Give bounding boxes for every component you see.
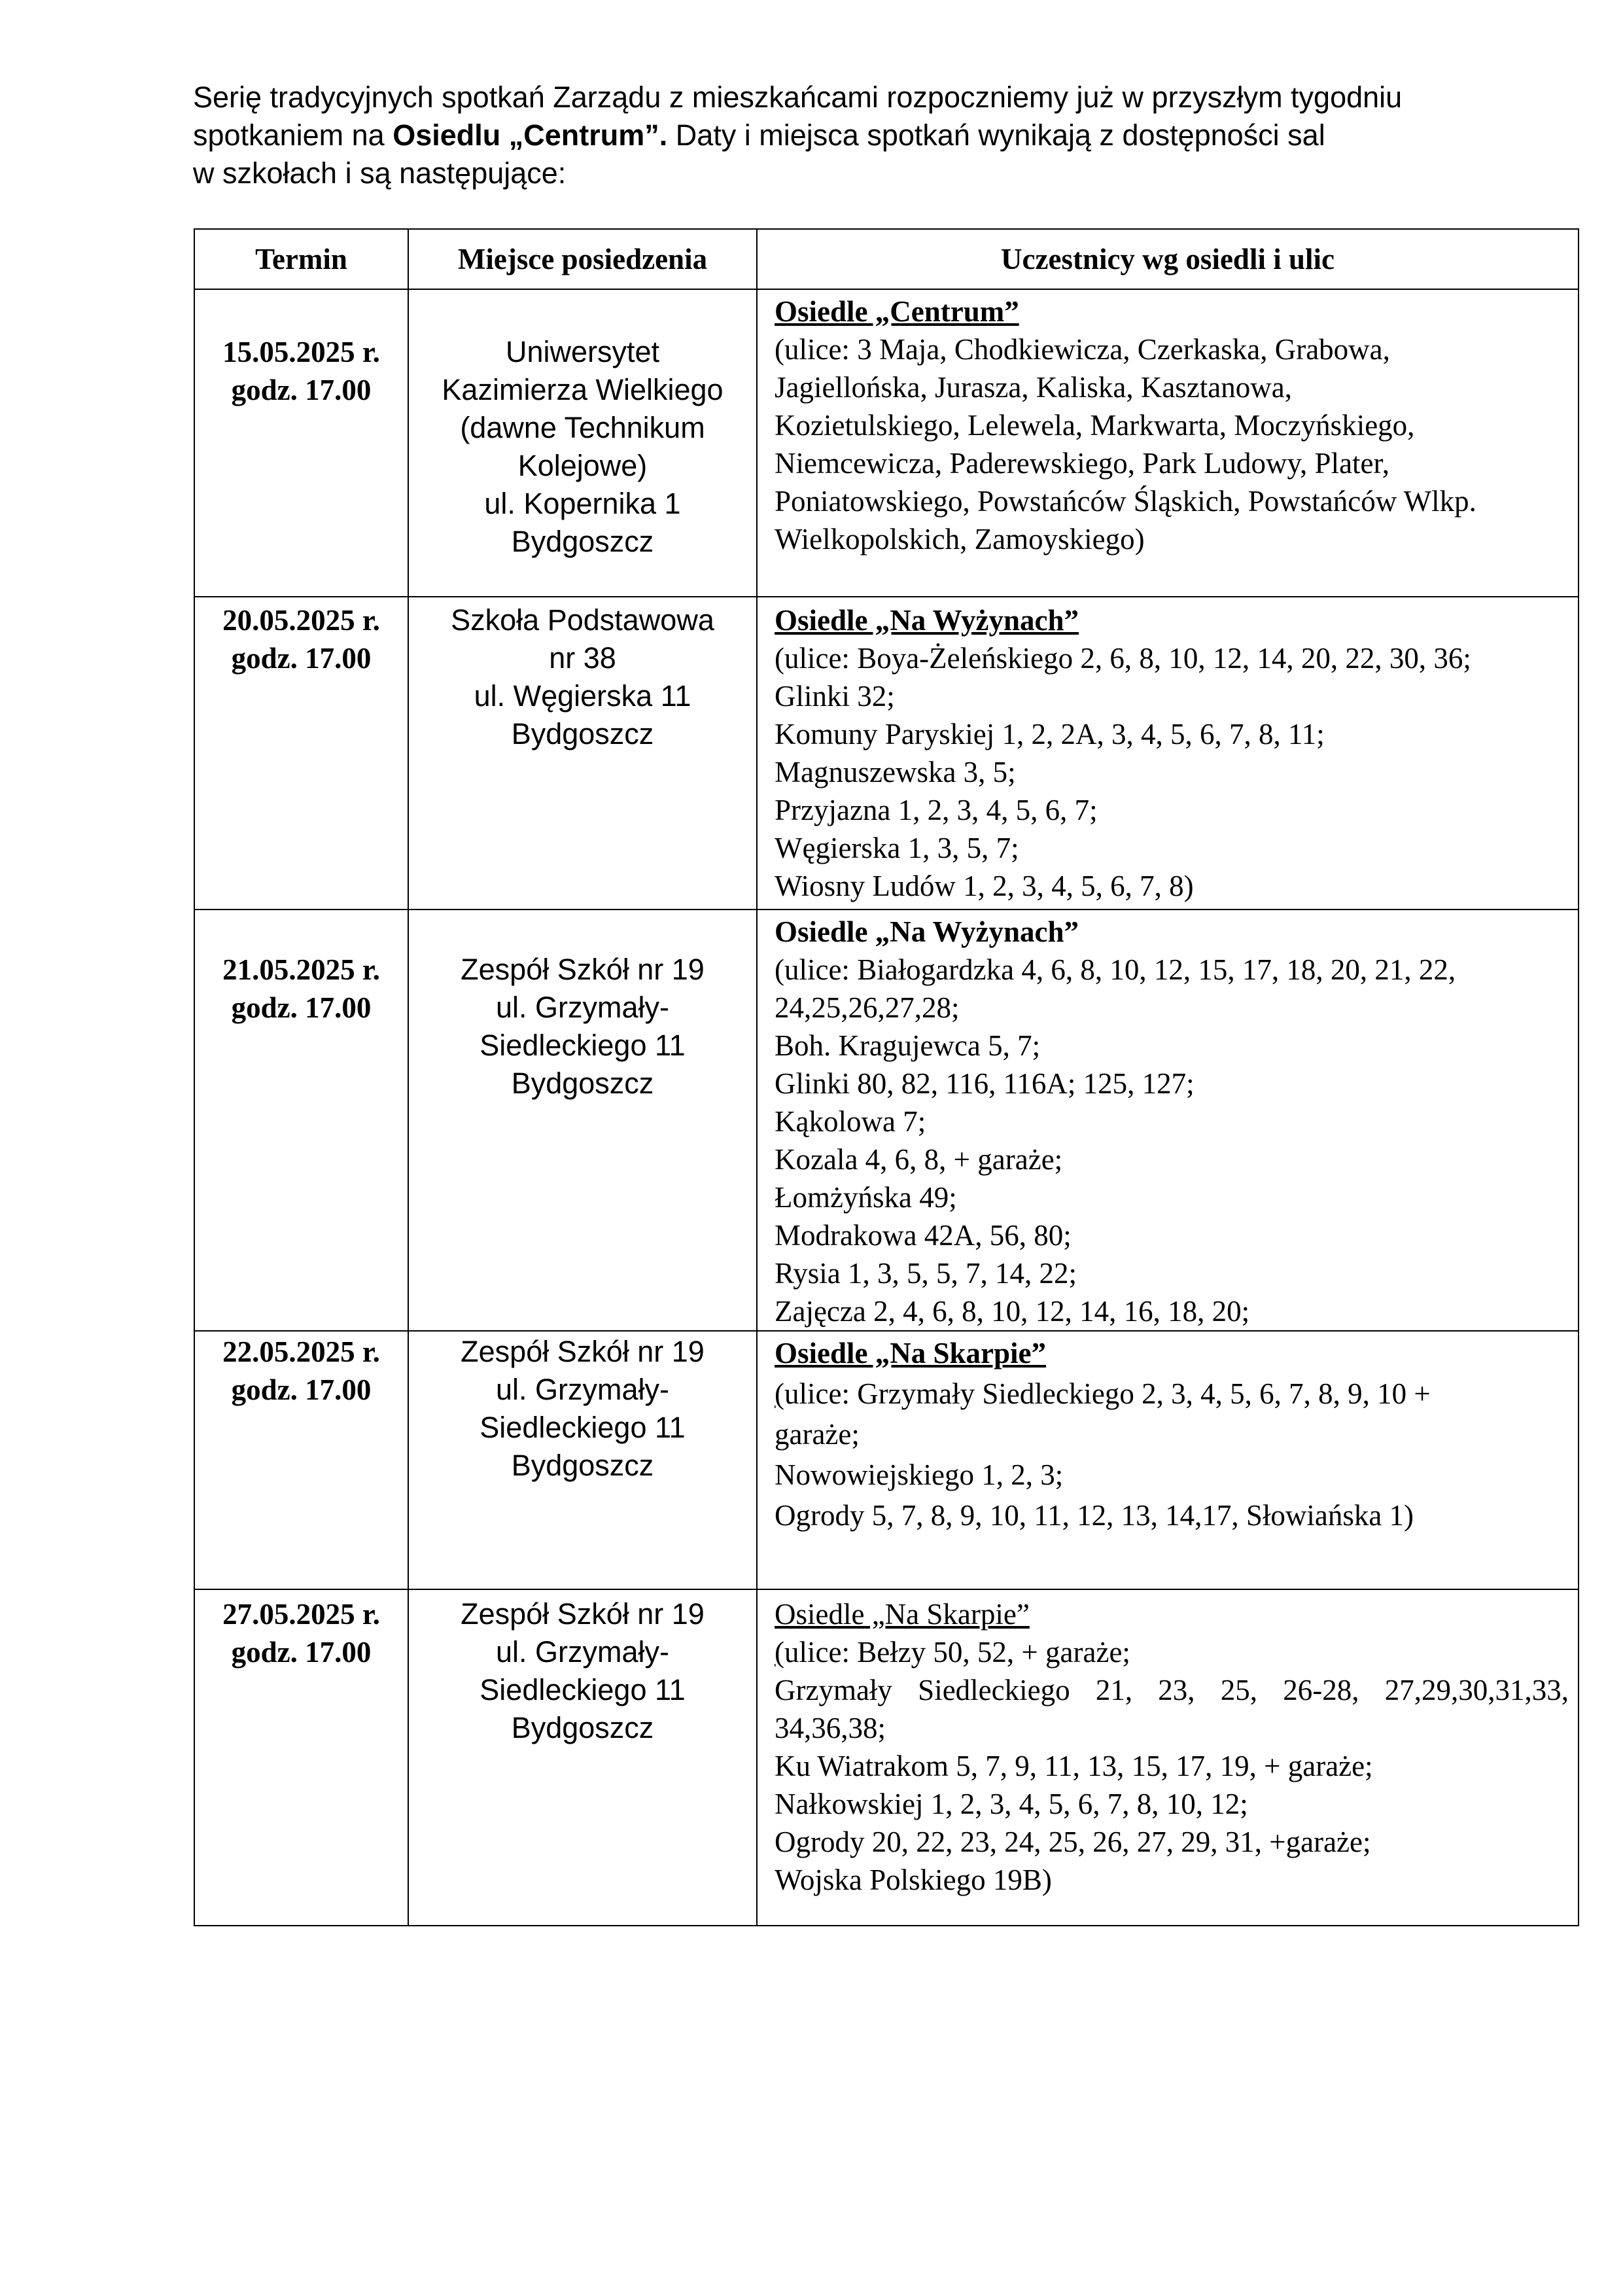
street-first-rest: ulice: Grzymały Siedleckiego 2, 3, 4, 5, 6, 7, 8, 9, 10 + <box>784 1377 1431 1410</box>
osiedle-name: Osiedle „Na Wyżynach” <box>775 604 1079 637</box>
street-line: Boh. Kragujewca 5, 7; <box>775 1029 1041 1062</box>
place-line: Uniwersytet <box>505 335 660 368</box>
place-line: Bydgoszcz <box>511 525 654 558</box>
street-line: Węgierska 1, 3, 5, 7; <box>775 832 1019 864</box>
place-line: Siedleckiego 11 <box>480 1673 686 1706</box>
intro-line-2-pre: spotkaniem na <box>193 118 393 152</box>
intro-line-3: w szkołach i są następujące: <box>193 156 567 190</box>
street-paren: ( <box>775 1377 784 1410</box>
street-line: Jagiellońska, Jurasza, Kaliska, Kasztanowa, <box>775 371 1292 404</box>
place-line: Siedleckiego 11 <box>480 1411 686 1444</box>
place-line: ul. Grzymały- <box>495 1635 669 1669</box>
meeting-date: 15.05.2025 r. <box>222 336 380 368</box>
table-row <box>194 1589 1579 1926</box>
meeting-time: godz. 17.00 <box>231 642 372 675</box>
street-paren: ( <box>775 1636 784 1669</box>
place-line: Bydgoszcz <box>511 717 654 751</box>
schedule-table <box>194 228 1579 1926</box>
participants-cell <box>757 289 1579 597</box>
street-first-rest: ulice: Bełzy 50, 52, + garaże; <box>784 1636 1130 1669</box>
street-line: Magnuszewska 3, 5; <box>775 756 1016 788</box>
participants-cell <box>757 910 1579 1331</box>
place-line: Bydgoszcz <box>511 1711 654 1744</box>
place-line: nr 38 <box>549 641 616 675</box>
place-line: ul. Kopernika 1 <box>484 487 681 520</box>
participants-cell <box>757 1331 1579 1589</box>
place-cell <box>408 597 757 910</box>
street-line: Glinki 32; <box>775 680 895 713</box>
intro-line-1: Serię tradycyjnych spotkań Zarządu z mieszkańcami rozpoczniemy już w przyszłym tygodniu <box>193 80 1403 114</box>
street-line <box>775 1373 1569 1414</box>
intro-line-2-bold: Osiedlu „Centrum”. <box>393 118 668 152</box>
street-line: Wiosny Ludów 1, 2, 3, 4, 5, 6, 7, 8) <box>775 870 1194 902</box>
street-line <box>775 1633 1569 1671</box>
date-cell <box>194 1331 408 1589</box>
place-line: ul. Grzymały- <box>495 1373 669 1406</box>
street-line: Komuny Paryskiej 1, 2, 2A, 3, 4, 5, 6, 7, 8, 11; <box>775 718 1325 751</box>
meeting-time: godz. 17.00 <box>231 1636 372 1669</box>
meeting-date: 20.05.2025 r. <box>222 604 380 637</box>
street-line: Nałkowskiej 1, 2, 3, 4, 5, 6, 7, 8, 10, 12; <box>775 1788 1248 1820</box>
place-line: Zespół Szkół nr 19 <box>461 953 705 986</box>
place-line: ul. Węgierska 11 <box>474 679 691 713</box>
street-line: Kąkolowa 7; <box>775 1105 926 1138</box>
table-row <box>194 289 1579 597</box>
street-line: Glinki 80, 82, 116, 116A; 125, 127; <box>775 1067 1195 1100</box>
header-termin: Termin <box>194 229 408 289</box>
osiedle-name: Osiedle „Na Skarpie” <box>775 1598 1030 1631</box>
osiedle-name: Osiedle „Centrum” <box>775 295 1019 328</box>
meeting-time: godz. 17.00 <box>231 991 372 1024</box>
street-line: Modrakowa 42A, 56, 80; <box>775 1219 1072 1252</box>
street-line: garaże; <box>775 1418 860 1451</box>
street-line: Wojska Polskiego 19B) <box>775 1863 1052 1896</box>
place-line: Kolejowe) <box>517 449 648 482</box>
place-line: Szkoła Podstawowa <box>451 603 714 637</box>
date-cell <box>194 597 408 910</box>
intro-line-2-post: Daty i miejsca spotkań wynikają z dostępności sal <box>667 118 1325 152</box>
place-cell <box>408 1589 757 1926</box>
table-row <box>194 597 1579 910</box>
table-row <box>194 1331 1579 1589</box>
street-line: Łomżyńska 49; <box>775 1181 957 1214</box>
street-line: Ku Wiatrakom 5, 7, 9, 11, 13, 15, 17, 19, + garaże; <box>775 1750 1373 1782</box>
place-cell <box>408 910 757 1331</box>
place-line: Bydgoszcz <box>511 1449 654 1482</box>
street-line: Niemcewicza, Paderewskiego, Park Ludowy, Plater, <box>775 447 1389 480</box>
meeting-time: godz. 17.00 <box>231 1373 372 1406</box>
street-line: Poniatowskiego, Powstańców Śląskich, Powstańców Wlkp. <box>775 485 1476 518</box>
street-line: Ogrody 20, 22, 23, 24, 25, 26, 27, 29, 31, +garaże; <box>775 1826 1371 1858</box>
place-cell <box>408 1331 757 1589</box>
place-line: (dawne Technikum <box>460 411 705 444</box>
street-line: (ulice: 3 Maja, Chodkiewicza, Czerkaska, Grabowa, <box>775 333 1390 366</box>
street-line: Rysia 1, 3, 5, 5, 7, 14, 22; <box>775 1257 1077 1290</box>
intro-line-2 <box>193 116 1501 154</box>
date-cell <box>194 1589 408 1926</box>
osiedle-name: Osiedle „Na Wyżynach” <box>775 915 1079 948</box>
street-line: Nowowiejskiego 1, 2, 3; <box>775 1458 1064 1491</box>
date-cell <box>194 289 408 597</box>
place-line: Bydgoszcz <box>511 1067 654 1100</box>
meeting-date: 27.05.2025 r. <box>222 1598 380 1631</box>
place-line: Zespół Szkół nr 19 <box>461 1597 705 1631</box>
intro-paragraph <box>193 79 1501 192</box>
street-line: Zajęcza 2, 4, 6, 8, 10, 12, 14, 16, 18, 20; <box>775 1295 1250 1328</box>
meeting-time: godz. 17.00 <box>231 374 372 406</box>
street-line: 24,25,26,27,28; <box>775 991 960 1024</box>
street-line: Przyjazna 1, 2, 3, 4, 5, 6, 7; <box>775 794 1098 826</box>
street-line: Ogrody 5, 7, 8, 9, 10, 11, 12, 13, 14,17, Słowiańska 1) <box>775 1499 1414 1532</box>
street-line: (ulice: Boya-Żeleńskiego 2, 6, 8, 10, 12, 14, 20, 22, 30, 36; <box>775 642 1471 675</box>
table-header-row <box>194 229 1579 289</box>
place-line: Kazimierza Wielkiego <box>442 373 724 406</box>
header-uczestnicy: Uczestnicy wg osiedli i ulic <box>757 229 1579 289</box>
participants-cell <box>757 597 1579 910</box>
meeting-date: 21.05.2025 r. <box>222 953 380 986</box>
meeting-date: 22.05.2025 r. <box>222 1335 380 1368</box>
place-line: ul. Grzymały- <box>495 991 669 1024</box>
street-line: Grzymały Siedleckiego 21, 23, 25, 26-28, 27,29,30,31,33, <box>775 1674 1569 1706</box>
street-line: Wielkopolskich, Zamoyskiego) <box>775 523 1145 556</box>
street-line: Kozala 4, 6, 8, + garaże; <box>775 1143 1063 1176</box>
place-cell <box>408 289 757 597</box>
street-line: Kozietulskiego, Lelewela, Markwarta, Moczyńskiego, <box>775 409 1415 442</box>
date-cell <box>194 910 408 1331</box>
participants-cell <box>757 1589 1579 1926</box>
table-row <box>194 910 1579 1331</box>
street-line: (ulice: Białogardzka 4, 6, 8, 10, 12, 15, 17, 18, 20, 21, 22, <box>775 953 1456 986</box>
place-line: Siedleckiego 11 <box>480 1029 686 1062</box>
osiedle-name: Osiedle „Na Skarpie” <box>775 1337 1047 1369</box>
street-line: 34,36,38; <box>775 1712 886 1744</box>
place-line: Zespół Szkół nr 19 <box>461 1335 705 1368</box>
header-miejsce: Miejsce posiedzenia <box>408 229 757 289</box>
